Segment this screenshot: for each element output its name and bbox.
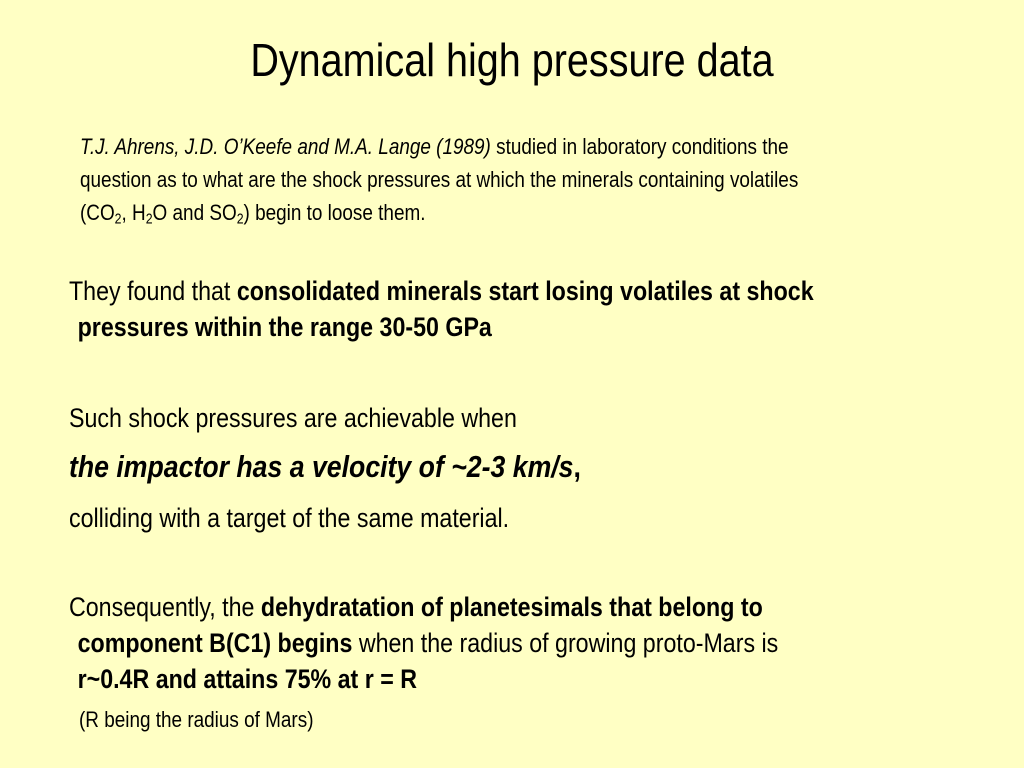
found-line-1 — [69, 273, 982, 309]
achievable-line-3 — [69, 500, 1024, 536]
citation-text-3c: O and SO — [152, 200, 237, 225]
citation-text-3a: (CO — [80, 200, 115, 225]
citation-line-1 — [80, 130, 966, 163]
radius-note — [79, 705, 479, 735]
slide-title: Dynamical high pressure data — [250, 34, 774, 86]
consequently-line-2 — [69, 625, 982, 661]
consequently-text — [69, 589, 982, 697]
consequently-line-1 — [69, 589, 982, 625]
citation-line-2: question as to what are the shock pressures at which the minerals containing volatiles — [80, 167, 799, 192]
consequently-text-2: when the radius of growing proto-Mars is — [352, 628, 779, 658]
achievable-text-3: colliding with a target of the same material. — [69, 503, 510, 533]
citation-line-3 — [80, 196, 966, 229]
achievable-text-1: Such shock pressures are achievable when — [69, 403, 517, 433]
found-paragraph — [69, 273, 1024, 345]
citation-text-1: studied in laboratory conditions the — [490, 134, 789, 159]
found-line-2 — [69, 309, 982, 345]
found-bold-2: pressures within the range 30-50 GPa — [77, 312, 492, 342]
achievable-line-2 — [69, 448, 1024, 486]
citation-authors: T.J. Ahrens, J.D. O’Keefe and M.A. Lange (1989) — [80, 134, 491, 159]
consequently-lead: Consequently, the — [69, 592, 261, 622]
citation-text-3b: , H — [121, 200, 146, 225]
found-text — [69, 273, 982, 345]
found-bold-1: consolidated minerals start losing volatiles at shock — [236, 276, 814, 306]
consequently-line-2-inner — [69, 625, 778, 661]
found-lead: They found that — [69, 276, 237, 306]
citation-paragraph — [80, 130, 1024, 229]
achievable-text-2 — [69, 448, 982, 486]
consequently-line-3 — [69, 661, 982, 697]
citation-text-3d: ) begin to loose them. — [243, 200, 426, 225]
radius-note-text: (R being the radius of Mars) — [79, 707, 314, 732]
citation-text — [80, 130, 966, 229]
consequently-bold-3: r~0.4R and attains 75% at r = R — [77, 664, 418, 694]
achievable-comma: , — [573, 449, 581, 484]
subscript-h2o: 2 — [145, 211, 153, 228]
subscript-co2: 2 — [114, 211, 122, 228]
impactor-velocity-text: the impactor has a velocity of ~2-3 km/s — [69, 449, 574, 484]
consequently-bold-1: dehydratation of planetesimals that belong to — [260, 592, 763, 622]
consequently-bold-2: component B(C1) begins — [77, 628, 353, 658]
subscript-so2: 2 — [236, 211, 244, 228]
consequently-paragraph — [69, 589, 1024, 697]
achievable-line-1 — [69, 400, 1024, 436]
